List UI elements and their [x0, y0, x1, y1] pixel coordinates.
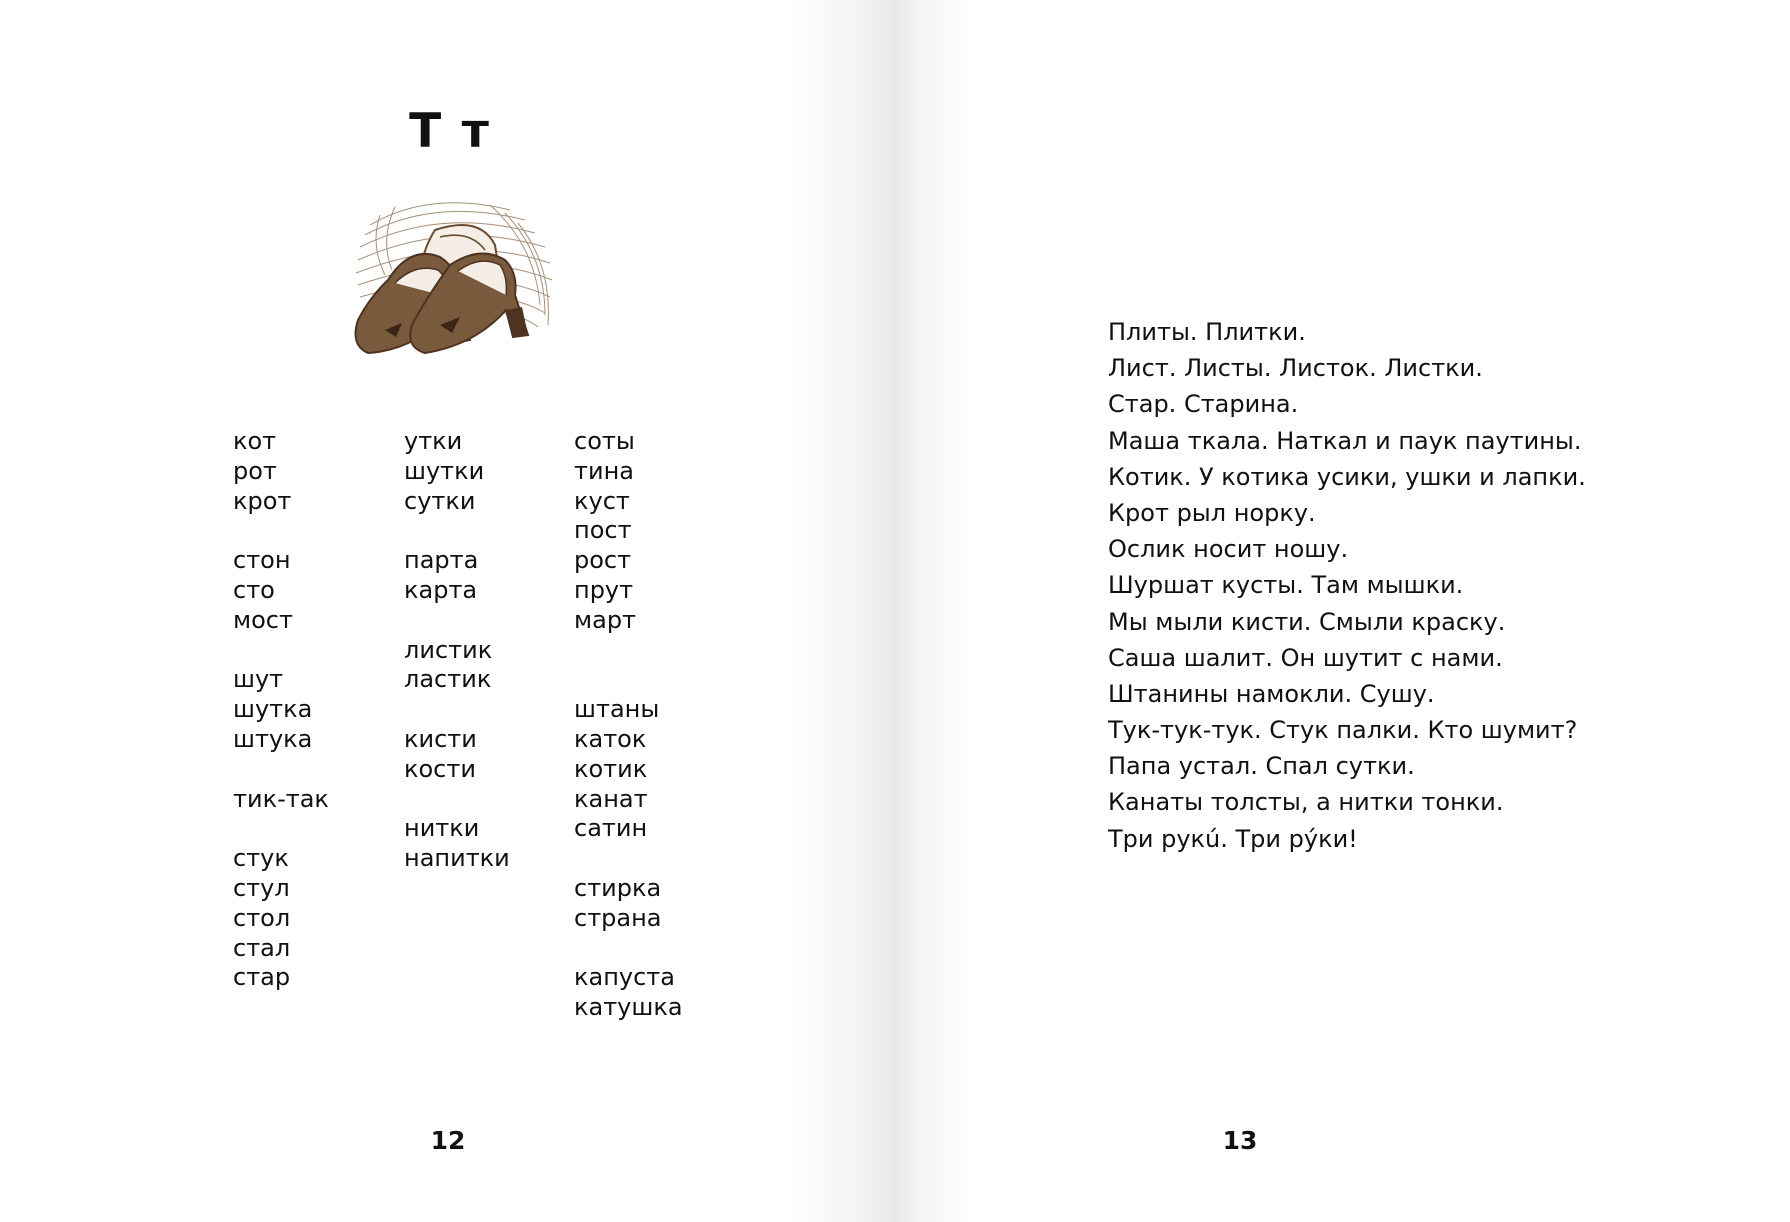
word-gap [233, 636, 329, 666]
word-item: шут [233, 665, 284, 694]
word-item: куст [574, 486, 630, 515]
word-item: штаны [574, 695, 660, 724]
word-item: кисти [404, 724, 477, 753]
word-gap [233, 755, 329, 785]
word-item: страна [574, 903, 662, 932]
word-item: тина [574, 456, 634, 485]
sentence-line: Плиты. Плитки. [1108, 318, 1306, 346]
sentence-line: Шуршат кусты. Там мышки. [1108, 571, 1464, 600]
word-column-3 [574, 427, 683, 1023]
word-gap [404, 606, 510, 636]
word-item: шутки [404, 456, 485, 485]
sentence-line: Штанины намокли. Сушу. [1108, 679, 1435, 708]
word-item: канат [574, 784, 648, 813]
sentence-line: Три рукú. Три рýки! [1108, 824, 1358, 853]
word-gap [404, 695, 510, 725]
word-item: стар [233, 963, 291, 992]
page-number-right: 13 [1222, 1126, 1258, 1155]
word-item: парта [404, 546, 479, 575]
word-item: соты [574, 427, 635, 455]
word-item: капуста [574, 963, 675, 992]
sentence-list [1108, 314, 1748, 857]
sentence-line: Стар. Старина. [1108, 390, 1299, 419]
word-gap [574, 844, 683, 874]
sentence-line: Котик. У котика усики, ушки и лапки. [1108, 462, 1586, 491]
word-item: ластик [404, 665, 492, 694]
word-item: катушка [574, 993, 683, 1022]
word-item: кот [233, 427, 277, 455]
word-item: листик [404, 635, 493, 664]
word-gap [574, 934, 683, 964]
word-item: сто [233, 575, 275, 604]
word-item: штука [233, 724, 313, 753]
word-item: каток [574, 724, 647, 753]
right-page [895, 0, 1790, 1222]
word-item: рот [233, 456, 277, 485]
word-item: пост [574, 516, 632, 545]
word-gap [404, 785, 510, 815]
word-item: прут [574, 575, 634, 604]
word-item: мост [233, 605, 293, 634]
sentence-line: Мы мыли кисти. Смыли краску. [1108, 607, 1506, 636]
word-gap [574, 665, 683, 695]
sentence-line: Канаты толсты, а нитки тонки. [1108, 788, 1504, 817]
word-gap [404, 516, 510, 546]
word-item: нитки [404, 814, 480, 843]
page-number-left: 12 [430, 1126, 466, 1155]
sentence-line: Крот рыл норку. [1108, 498, 1316, 527]
sentence-line: Ослик носит ношу. [1108, 535, 1349, 564]
word-item: кости [404, 754, 476, 783]
word-gap [233, 516, 329, 546]
word-column-1 [233, 427, 329, 993]
word-item: стирка [574, 873, 662, 902]
word-item: стул [233, 873, 290, 902]
sentence-line: Тук-тук-тук. Стук палки. Кто шумит? [1108, 716, 1578, 745]
word-item: шутка [233, 695, 313, 724]
sentence-line: Саша шалит. Он шутит с нами. [1108, 643, 1503, 672]
letter-title: Т т [409, 104, 491, 159]
word-item: стон [233, 546, 291, 575]
word-gap [574, 636, 683, 666]
word-item: март [574, 605, 637, 634]
word-gap [233, 814, 329, 844]
word-item: тик-так [233, 784, 329, 813]
shoes-illustration [340, 185, 580, 395]
word-item: напитки [404, 844, 510, 873]
word-item: стал [233, 933, 291, 962]
word-item: крот [233, 486, 292, 515]
word-item: стол [233, 903, 291, 932]
word-column-2 [404, 427, 510, 874]
sentence-line: Лист. Листы. Листок. Листки. [1108, 354, 1483, 383]
word-item: сатин [574, 814, 648, 843]
word-item: котик [574, 754, 648, 783]
sentence-line: Папа устал. Спал сутки. [1108, 752, 1415, 781]
sentence-line: Маша ткала. Наткал и паук паутины. [1108, 426, 1582, 455]
word-item: карта [404, 575, 478, 604]
word-item: сутки [404, 486, 476, 515]
word-item: рост [574, 546, 632, 575]
word-item: стук [233, 844, 289, 873]
word-item: утки [404, 427, 463, 455]
